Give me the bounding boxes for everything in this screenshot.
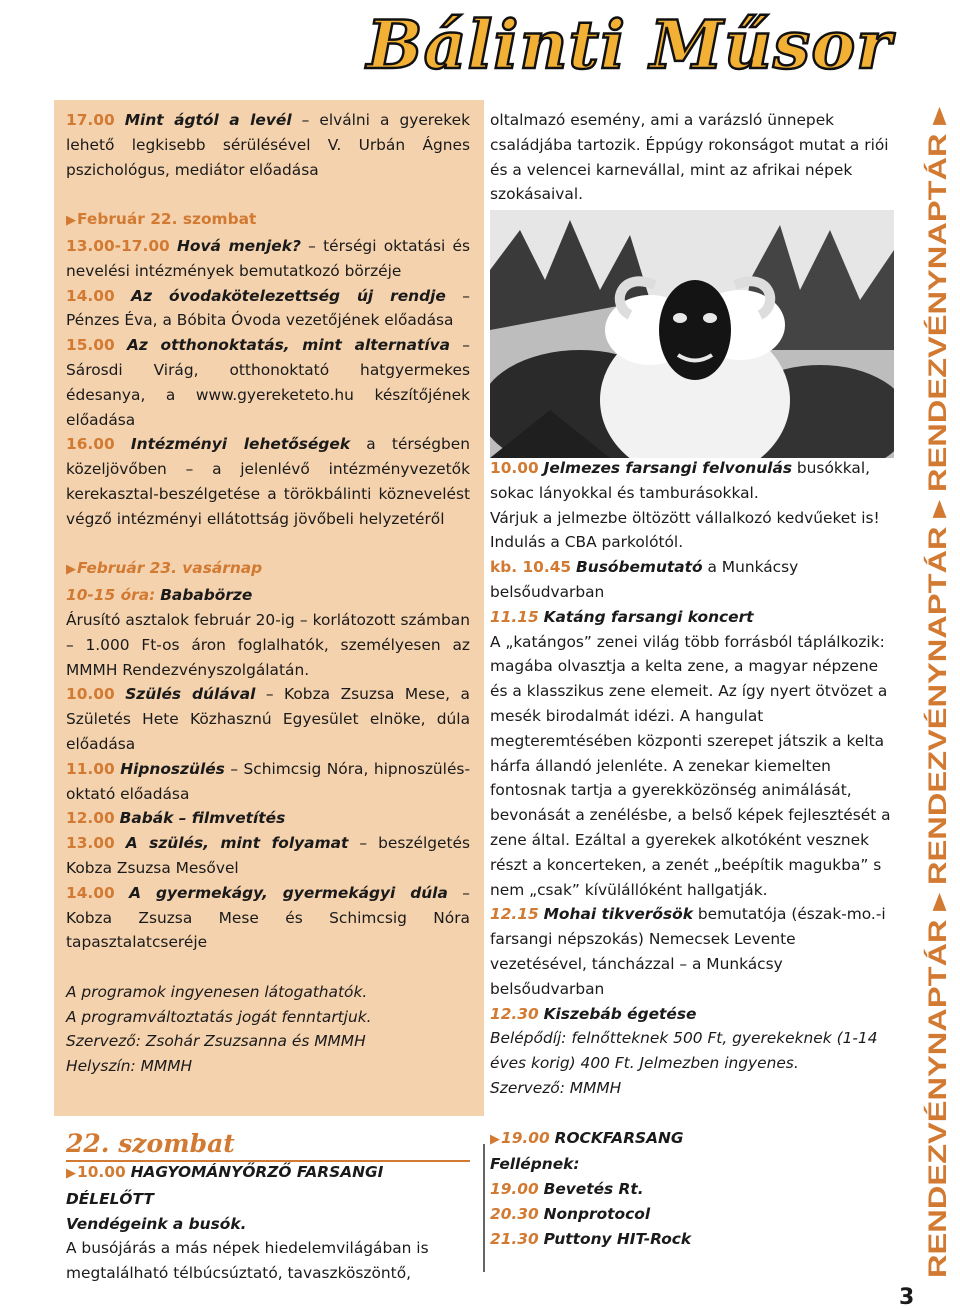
program-item: 12.30 Kiszebáb égetése: [490, 1004, 697, 1023]
program-item: 10.00 Szülés dúlával – Kobza Zsuzsa Mese, a Születés Hete Közhasznú Egyesület elnöke, dúla előadása: [66, 685, 470, 753]
program-item: 14.00 Az óvodakötelezettség új rendje – Pénzes Éva, a Bóbita Óvoda vezetőjének előadása: [66, 286, 470, 330]
program-description: Várjuk a jelmezbe öltözött vállalkozó kedvűeket is! Indulás a CBA parkolótól.: [490, 508, 880, 552]
page-title: Bálinti Műsor: [366, 6, 892, 84]
triangle-right-icon: ▶: [490, 1131, 500, 1147]
busojaras-photo-image: [490, 210, 894, 458]
note-line: A programok ingyenesen látogathatók.: [66, 982, 368, 1001]
note-line: A programváltoztatás jogát fenntartjuk.: [66, 1007, 372, 1026]
program-description: Belépődíj: felnőtteknek 500 Ft, gyerekeknek (1-14 éves korig) 400 Ft. Jelmezben ingyenes.: [490, 1029, 878, 1073]
side-label-strip: [908, 102, 956, 1282]
program-item: 16.00 Intézményi lehetőségek a térségben közeljövőben – a jelenlévő intézményvezetők kerekasztal-beszélgetése a törökbálinti köznevelést végző intézményi ellátottság jövőbeli helyzetéről: [66, 435, 470, 528]
program-item: ▶19.00 ROCKFARSANG: [490, 1128, 684, 1147]
program-item: ▶10.00 HAGYOMÁNYŐRZŐ FARSANGI DÉLELŐTT: [66, 1163, 384, 1208]
program-item: 15.00 Az otthonoktatás, mint alternatíva – Sárosdi Virág, otthonoktató hatgyermekes édesanya, a www.gyereketeto.hu készítőjének előadása: [66, 336, 470, 429]
program-item: 14.00 A gyermekágy, gyermekágyi dúla – Kobza Zsuzsa Mese és Schimcsig Nóra tapasztalatcseréje: [66, 883, 470, 952]
guests-line: Vendégeink a busók.: [66, 1214, 247, 1233]
program-item: 12.15 Mohai tikverősök bemutatója (észak-mo.-i farsangi népszokás) Nemecsek Levente vezetésével, táncházzal – a Munkácsy belsőudvarban: [490, 905, 886, 998]
busojaras-photo: [490, 210, 894, 458]
program-item: 12.00 Babák – filmvetítés: [66, 809, 286, 828]
triangle-right-icon: ▶: [66, 562, 76, 578]
note-line: Helyszín: MMMH: [66, 1057, 193, 1076]
note-line: Szervező: Zsohár Zsuzsanna és MMMH: [66, 1032, 366, 1051]
program-item: 11.00 Hipnoszülés – Schimcsig Nóra, hipnoszülés-oktató előadása: [66, 759, 470, 803]
left-column-text: [66, 108, 470, 1079]
triangle-right-icon: ▶: [66, 1166, 76, 1181]
day-heading: ▶Február 22. szombat: [66, 210, 257, 229]
day-heading: ▶Február 23. vasárnap: [66, 559, 263, 578]
page-number: 3: [899, 1285, 915, 1310]
right-column-program: [490, 456, 894, 1252]
program-description: Árusító asztalok február 20-ig – korlátozott számban – 1.000 Ft-os áron foglalhatók, személyesen az MMMH Rendezvényszolgálatán.: [66, 610, 470, 679]
program-item: 17.00 Mint ágtól a levél – elválni a gyerekek lehető legkisebb sérülésével V. Urbán Ágnes pszichológus, mediátor előadása: [66, 111, 470, 179]
side-label-text: RENDEZVÉNYNAPTÁR ▸ RENDEZVÉNYNAPTÁR ▸ RENDEZVÉNYNAPTÁR ▸: [924, 380, 952, 1278]
performers-label: Fellépnek:: [490, 1155, 580, 1174]
day-section-heading: 22. szombat: [66, 1128, 470, 1162]
program-item: 10-15 óra: Bababörze: [66, 586, 253, 605]
program-item: 21.30 Puttony HIT-Rock: [490, 1229, 692, 1248]
program-item: 11.15 Katáng farsangi koncert: [490, 607, 754, 626]
program-item: 19.00 Bevetés Rt.: [490, 1180, 644, 1199]
program-item: 13.00-17.00 Hová menjek? – térségi oktatási és nevelési intézmények bemutatkozó börzéje: [66, 236, 470, 280]
triangle-right-icon: ▶: [66, 213, 76, 229]
program-item: kb. 10.45 Busóbemutató a Munkácsy belsőudvarban: [490, 558, 799, 601]
column-divider: [483, 1144, 485, 1272]
day22-program: [66, 1160, 470, 1286]
program-item: 13.00 A szülés, mint folyamat – beszélgetés Kobza Zsuzsa Mesővel: [66, 834, 470, 877]
program-description: A busójárás a más népek hiedelemvilágában is megtalálható télbúcsúztató, tavaszköszöntő,: [66, 1239, 429, 1283]
program-description: A „katángos” zenei világ több forrásból táplálkozik: magába olvasztja a kelta zene, a magyar népzene és a klasszikus zene elemeit. Az így nyert ötvözet a mesék birodalmát idézi. A hangulat megteremtésében központi szerepet játszik a kelta hárfa állandó jelenléte. A zenekar kiemelten fontosnak tartja a gyerekközönség animálását, bevonását a zenélésbe, a belső képek fejlesztését a zene által. Ezáltal a gyerekek alkotóként vesznek részt a koncerteken, a zenét „beépítik magukba” s nem „csak” kívülállóként hallgatják.: [490, 632, 891, 899]
program-item: 10.00 Jelmezes farsangi felvonulás busókkal, sokac lányokkal és tamburásokkal.: [490, 459, 871, 502]
organizer-line: Szervező: MMMH: [490, 1078, 622, 1097]
right-column-intro: oltalmazó esemény, ami a varázsló ünnepek családjába tartozik. Éppúgy rokonságot mutat a riói és a velencei karnevállal, mint az afrikai népek szokásaival.: [490, 111, 889, 204]
program-item: 20.30 Nonprotocol: [490, 1204, 651, 1223]
